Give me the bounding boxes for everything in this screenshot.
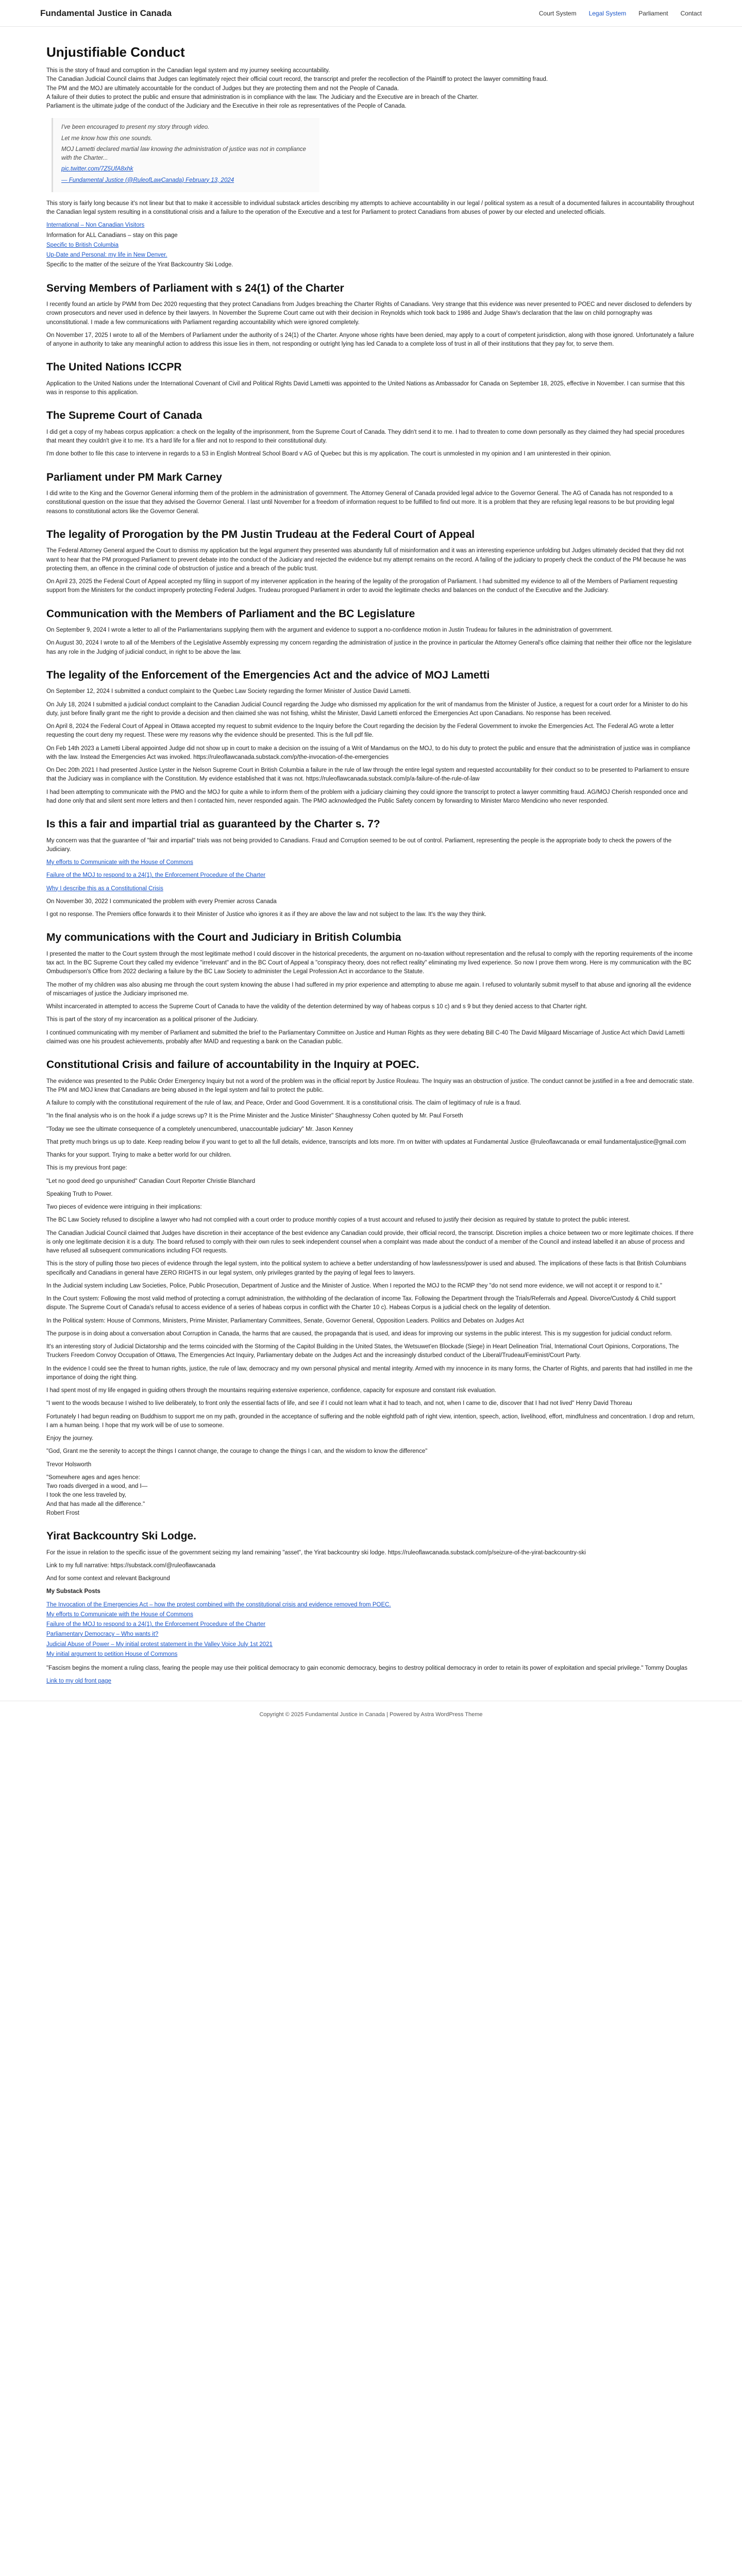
section-parliament-carney <box>46 469 696 516</box>
link-substack-post[interactable]: Parliamentary Democracy – Who wants it? <box>46 1631 159 1638</box>
paragraph: I presented the matter to the Court system through the most legitimate method I could discover in the historical precedents, the argument on no-taxation without representation and the refusal to comply with the reporting requirements of the income tax act. In the BC Supreme Court they called my evidence "irrelevant" and in the BC Court of Appeal a "conspiracy theory, does not reflect reality" eliminating my lived experience. So now I prove them wrong. Here is my communication with the BC Ombudsperson's Office from 2022 declaring a failure by the BC Law Society to administer the Legal Profession Act in accordance to the Statute. <box>46 951 693 975</box>
audience-links <box>46 221 696 269</box>
paragraph: The purpose is in doing about a conversation about Corruption in Canada, the harms that are caused, the propaganda that is used, and ideas for improving our systems in the public interest. This is my suggestion for judicial conduct reform. <box>46 1330 672 1337</box>
link-moj-failure[interactable]: Failure of the MOJ to respond to a 24(1), the Enforcement Procedure of the Charter <box>46 872 266 879</box>
paragraph: Trevor Holsworth <box>46 1461 92 1468</box>
paragraph: On Dec 20th 2021 I had presented Justice Lyster in the Nelson Supreme Court in British Columbia a failure in the rule of law through the entire legal system and requested accountability for their conduct so to be presented to Parliament to ensure that the Judiciary was in compliance with the Constitution. My evidence established that it was not. https://ruleoflawcanada.substack.com/p/a-failure-of-the-rule-of-law <box>46 767 689 783</box>
section-un-iccpr <box>46 359 696 397</box>
paragraph: Thanks for your support. Trying to make a better world for our children. <box>46 1152 232 1158</box>
paragraph: I continued communicating with my member of Parliament and submitted the brief to the Parliamentary Committee on Justice and Human Rights as they were debating Bill C-40 The David Milgaard Miscarriage of Justice Act which David Lametti claimed was one his proudest achievements, probably after MAID and requesting a bank on the Canadian public. <box>46 1029 685 1045</box>
section-prorogation <box>46 527 696 596</box>
footer-copyright: Copyright © 2025 Fundamental Justice in Canada | Powered by Astra WordPress Theme <box>259 1711 483 1718</box>
intro-line: The Canadian Judicial Council claims that Judges can legitimately reject their official court record, the transcript and prefer the recollection of the Plaintiff to protect the lawyer committing fraud. <box>46 76 548 83</box>
paragraph: "Fascism begins the moment a ruling class, fearing the people may use their political democracy to gain economic democracy, begins to destroy political democracy in order to retain its power of exploitation and special privilege." Tommy Douglas <box>46 1665 687 1671</box>
text-all-canadians: Information for ALL Canadians – stay on this page <box>46 232 178 239</box>
paragraph: I recently found an article by PWM from Dec 2020 requesting that they protect Canadians from Judges breaching the Charter Rights of Canadians. Very strange that this evidence was never presented to POEC and never disclosed to defenders by crown prosecutors and never used in defence by their lawyers. In November the Supreme Court came out with their decision in Reynolds which took back to 1986 and Judge Shaw's declaration that the law on child pornography was unconstitutional. I made a few communications with Parliament regarding accountability which were ignored completely. <box>46 301 692 326</box>
link-substack-post[interactable]: My initial argument to petition House of Commons <box>46 1651 178 1657</box>
poem <box>46 1473 696 1518</box>
section-ski-lodge <box>46 1528 696 1686</box>
section-bc-court <box>46 929 696 1046</box>
site-header <box>0 0 742 27</box>
paragraph: I'm done bother to file this case to intervene in regards to a 53 in English Montreal School Board v AG of Quebec but this is my application. The court is unmolested in my opinion and I am uninterested in their opinion. <box>46 451 612 457</box>
section-poec <box>46 1057 696 1518</box>
paragraph: "I went to the woods because I wished to live deliberately, to front only the essential facts of life, and see if I could not learn what it had to teach, and not, when I came to die, discover that I had not lived" Henry David Thoreau <box>46 1400 632 1407</box>
paragraph: I had spent most of my life engaged in guiding others through the mountains requiring extensive experience, confidence, capacity for exposure and constant risk evaluation. <box>46 1387 497 1394</box>
paragraph: That pretty much brings us up to date. Keep reading below if you want to get to all the full details, evidence, transcripts and lots more. I'm on twitter with updates at Fundamental Justice @ruleoflawcanada or email fundamentaljustice@gmail.com <box>46 1139 686 1145</box>
paragraph: "God, Grant me the serenity to accept the things I cannot change, the courage to change the things I can, and the wisdom to know the difference" <box>46 1448 428 1455</box>
paragraph: And for some context and relevant Background <box>46 1575 170 1582</box>
intro-line: A failure of their duties to protect the public and ensure that administration is in compliance with the law. The Judiciary and the Executive are in breach of the Charter. <box>46 94 479 100</box>
nav-court-system[interactable]: Court System <box>538 9 577 17</box>
substack-subheading: My Substack Posts <box>46 1588 100 1595</box>
substack-links <box>46 1601 696 1659</box>
paragraph: On November 30, 2022 I communicated the problem with every Premier across Canada <box>46 898 277 905</box>
paragraph: The mother of my children was also abusing me through the court system knowing the abuse I had suffered in my prior experience and attempting to abuse me again. I refused to voluntarily submit myself to that abuse and ignoring all the evidence of miscarriages of justice the Judiciary imprisoned me. <box>46 981 692 997</box>
paragraph: On July 18, 2024 I submitted a judicial conduct complaint to the Canadian Judicial Council regarding the Judge who dismissed my application for the writ of mandamus from the Minister of Justice, a request for a court order for a Minister to do his duty, just before finally grant me the right to provide a decision and then claimed she was not fishing, whilst the Minister, David Lametti enforced the Emergencies Act upon Canadians. No response has been received. <box>46 701 688 717</box>
paragraph: Two pieces of evidence were intriguing in their implications: <box>46 1204 202 1210</box>
page-title: Unjustifiable Conduct <box>46 44 185 60</box>
section-heading: The legality of Prorogation by the PM Justin Trudeau at the Federal Court of Appeal <box>46 528 475 540</box>
paragraph: This is the story of pulling those two pieces of evidence through the legal system, into the political system to achieve a better understanding of how lawlessness/power is used and abused. The implications of these facts is that British Columbians specifically and Canadians in general have ZERO RIGHTS in our legal system, only privileges granted by the paying of legal fees to lawyers. <box>46 1261 686 1276</box>
section-heading: Parliament under PM Mark Carney <box>46 471 222 483</box>
intro-line: This is the story of fraud and corruption in the Canadian legal system and my journey seeking accountability. <box>46 67 330 74</box>
main-nav <box>539 9 702 18</box>
paragraph: This is part of the story of my incarceration as a political prisoner of the Judiciary. <box>46 1016 258 1023</box>
paragraph: The evidence was presented to the Public Order Emergency Inquiry but not a word of the problem was in the official report by Justice Rouleau. The Inquiry was an obstruction of justice. The conduct cannot be justified in a free and democratic state. The PM and MOJ knew that Canadians are being abused in the legal system and fail to protect the public. <box>46 1078 694 1093</box>
paragraph: This story is fairly long because it's not linear but that to make it accessible to individual substack articles describing my attempts to achieve accountability in our legal / political system as a result of a documented failures in accountability throughout the Canadian legal system resulting in a constitutional crisis and a failure to the operation of the Executive and a test for Parliament to protect Canadians from abuses of power by our elected and unelected officials. <box>46 200 694 215</box>
text-ski-lodge: Specific to the matter of the seizure of the Yirat Backcountry Ski Lodge. <box>46 262 233 268</box>
paragraph: On April 23, 2025 the Federal Court of Appeal accepted my filing in support of my intervener application in the hearing of the legality of the prorogation of Parliament. I had submitted my evidence to all of the Members of Parliament requesting support from the Ministers for the conduct improperly protecting Federal Judges. Trudeau prorogued Parliament in order to avoid the legitimate checks and balances on the conduct of the Executive and the Judiciary. <box>46 579 678 594</box>
paragraph: On September 9, 2024 I wrote a letter to all of the Parliamentarians supplying them with the argument and evidence to support a no-confidence motion in Justin Trudeau for failures in the administration of government. <box>46 627 613 633</box>
paragraph: I had been attempting to communicate with the PMO and the MOJ for quite a while to inform them of the problem with a judiciary claiming they could ignore the transcript to protect a lawyer committing fraud. AG/MOJ Cherish responded once and had done only that and silent sent more letters and then I contacted him, never responded again. The PMO acknowledged the Public Safety concern by forwarding to Minister Marco Mendicino who never responded. <box>46 789 688 804</box>
nav-legal-system[interactable]: Legal System <box>588 9 627 17</box>
section-heading: Yirat Backcountry Ski Lodge. <box>46 1530 196 1542</box>
paragraph: On April 8, 2024 the Federal Court of Appeal in Ottawa accepted my request to submit evidence to the Inquiry before the Court regarding the decision by the Federal Government to invoke the Emergencies Act. The Federal AG wrote a letter requesting the court deny my request. These were my reasons why the evidence should be presented. This is the full pdf file. <box>46 723 674 739</box>
link-substack-post[interactable]: My efforts to Communicate with the House of Commons <box>46 1611 193 1618</box>
link-international[interactable]: International – Non Canadian Visitors <box>46 222 145 229</box>
poem-line: Two roads diverged in a wood, and I— <box>46 1483 148 1489</box>
paragraph: Link to my full narrative: https://substack.com/@ruleoflawcanada <box>46 1562 216 1569</box>
paragraph: I did get a copy of my habeas corpus application: a check on the legality of the imprisonment, from the Supreme Court of Canada. They didn't send it to me. I had to threaten to come down personally as they claimed they had special procedures that meant they couldn't give it to me. It's a hard life for a filer and not to respond to their constitutional duty. <box>46 429 685 444</box>
paragraph: Application to the United Nations under the International Covenant of Civil and Political Rights David Lametti was appointed to the United Nations as Ambassador for Canada on September 18, 2025, effective in November. I can surmise that this was in response to this application. <box>46 380 685 396</box>
section-serving-mps <box>46 280 696 349</box>
paragraph: The Federal Attorney General argued the Court to dismiss my application but the legal argument they presented was abundantly full of misinformation and it was an interesting experience unfolding but Judges ultimately decided that they did not want to hear that the PM prorogued Parliament to prevent debate into the conduct of the Judiciary and rejected the evidence but my attempt remains on the record. A failing of the judiciary to properly check the conduct of the PM because he was protecting them, an offence in the criminal code of obstruction of justice and a breach of the public trust. <box>46 548 686 572</box>
poem-author: Robert Frost <box>46 1510 79 1516</box>
paragraph: "Let no good deed go unpunished" Canadian Court Reporter Christie Blanchard <box>46 1178 256 1184</box>
site-title[interactable]: Fundamental Justice in Canada <box>40 8 172 18</box>
section-heading: Is this a fair and impartial trial as guaranteed by the Charter s. 7? <box>46 818 380 830</box>
nav-parliament[interactable]: Parliament <box>638 9 668 17</box>
embedded-tweet <box>52 118 319 192</box>
paragraph: Enjoy the journey. <box>46 1435 94 1442</box>
section-heading: Constitutional Crisis and failure of accountability in the Inquiry at POEC. <box>46 1059 419 1071</box>
paragraph: Fortunately I had begun reading on Buddhism to support me on my path, grounded in the acceptance of suffering and the noble eightfold path of right view, intention, speech, action, livelihood, effort, mindfulness and concentration. I drop and return, I am a human being. I hope that my work will be of use to someone. <box>46 1413 695 1429</box>
poem-line: "Somewhere ages and ages hence: <box>46 1474 140 1481</box>
tweet-line: I've been encouraged to present my story through video. <box>61 124 210 131</box>
paragraph: Speaking Truth to Power. <box>46 1191 113 1197</box>
paragraph: On November 17, 2025 I wrote to all of the Members of Parliament under the authority of s 24(1) of the Charter. Anyone whose rights have been denied, may apply to a court of competent jurisdiction, along with those ignored. Unfortunately a failure of anyone in authority to take any meaningful action to address this issue lies in them, not responding or outright lying has led Canada to a complete loss of trust in all of their institutions that they pay for, to serve them. <box>46 332 694 347</box>
section-heading: The legality of the Enforcement of the Emergencies Act and the advice of MOJ Lametti <box>46 669 490 681</box>
paragraph: This is my previous front page: <box>46 1165 127 1172</box>
link-substack-post[interactable]: The Invocation of the Emergencies Act – how the protest combined with the constitutional crisis and evidence removed from POEC. <box>46 1601 391 1608</box>
tweet-line: Let me know how this one sounds. <box>61 135 153 142</box>
paragraph: The BC Law Society refused to discipline a lawyer who had not complied with a court order to produce monthly copies of a trust account and refused to justify their decision as required by statute to protect the public interest. <box>46 1217 630 1224</box>
section-supreme-court <box>46 408 696 459</box>
site-footer <box>0 1701 742 1728</box>
paragraph: On August 30, 2024 I wrote to all of the Members of the Legislative Assembly expressing my concern regarding the administration of justice in the province in particular the Attorney General's office claiming that neither their office nor the legislature has any role in the Judging of judicial conduct, in right to be above the law. <box>46 640 692 655</box>
link-substack-post[interactable]: Failure of the MOJ to respond to a 24(1), the Enforcement Procedure of the Charter <box>46 1621 266 1628</box>
paragraph: The Canadian Judicial Council claimed that Judges have discretion in their acceptance of the best evidence any Canadian could provide, their official record, the transcript. Discretion implies a choice between two or more legitimate choices. If there is only one legitimate decision it is a duty. The board refused to comply with their own rules to seek independent counsel when a complaint was made about the conduct of a member of the Council and instead labelled it an abuse of process and have refused all subsequent communications including FOI requests. <box>46 1230 694 1254</box>
paragraph: I did write to the King and the Governor General informing them of the problem in the administration of government. The Attorney General of Canada provided legal advice to the Governor General. The AG of Canada has not responded to a constitutional question on the issue that they advised the Governor General. I last until November for a freedom of information request to be fulfilled to find out more. It is a problem that they are refusing legal reasons to be but providing legal reasons to constitutional actors like the Governor General. <box>46 490 674 515</box>
paragraph: Whilst incarcerated in attempted to access the Supreme Court of Canada to have the validity of the detention determined by way of habeas corpus s 10 c) and s 9 but they denied access to that Charter right. <box>46 1004 587 1010</box>
section-communication-mps <box>46 606 696 657</box>
paragraph: For the issue in relation to the specific issue of the government seizing my land remaining "asset", the Yirat backcountry ski lodge. https://ruleoflawcanada.substack.com/p/seizure-of-the-yirat-backcountry-ski <box>46 1549 586 1556</box>
section-heading: Serving Members of Parliament with s 24(1) of the Charter <box>46 282 344 294</box>
link-british-columbia[interactable]: Specific to British Columbia <box>46 242 119 248</box>
intro-line: The PM and the MOJ are ultimately accountable for the conduct of Judges but they are protecting them and not the People of Canada. <box>46 85 399 92</box>
section-fair-trial <box>46 816 696 919</box>
paragraph: On September 12, 2024 I submitted a conduct complaint to the Quebec Law Society regarding the former Minister of Justice David Lametti. <box>46 688 411 695</box>
link-constitutional-crisis[interactable]: Why I describe this as a Constitutional Crisis <box>46 885 163 892</box>
paragraph: In the evidence I could see the threat to human rights, justice, the rule of law, democracy and my own personal physical and mental integrity. Armed with my innocence in its many forms, the Charter of Rights, and parents that had instilled in me the importance of doing the right thing. <box>46 1365 693 1381</box>
tweet-attribution[interactable]: — Fundamental Justice (@RuleofLawCanada) February 13, 2024 <box>61 177 234 183</box>
poem-line: And that has made all the difference." <box>46 1501 145 1507</box>
section-heading: Communication with the Members of Parliament and the BC Legislature <box>46 607 415 620</box>
paragraph: In the Court system: Following the most valid method of protecting a corrupt administration, the withholding of the declaration of income Tax. Following the Department through the Trials/Referrals and Appeal. Divorce/Custody & Child support dispute. The Supreme Court of Canada's refusal to access evidence of a series of habeas corpus in conflict with the Charter 10 c). Habeas Corpus is a judicial check on the legality of detention. <box>46 1296 676 1311</box>
link-substack-post[interactable]: Judicial Abuse of Power – My initial protest statement in the Valley Voice July 1st 2021 <box>46 1641 273 1648</box>
paragraph: It's an interesting story of Judicial Dictatorship and the terms coincided with the Storming of the Capitol Building in the United States, the Wetsuwet'en Blockade (Siege) in Heart Delineation Trial, International Court Opinions, Corporations, The Truckers Freedom Convoy Occupation of Ottawa, The Emergencies Act Inquiry, Parliamentary debate on the Judges Act and the increasingly disturbed conduct of the Liberal/Trudeau/Feminist/Court Party. <box>46 1344 679 1359</box>
intro-line: Parliament is the ultimate judge of the conduct of the Judiciary and the Executive in their role as representatives of the People of Canada. <box>46 103 407 109</box>
section-heading: The Supreme Court of Canada <box>46 410 203 422</box>
nav-contact[interactable]: Contact <box>680 9 702 17</box>
paragraph: "Today we see the ultimate consequence of a completely unencumbered, unaccountable judiciary" Mr. Jason Kenney <box>46 1126 353 1132</box>
paragraph: On Feb 14th 2023 a Lametti Liberal appointed Judge did not show up in court to make a decision on the issuing of a Writ of Mandamus on the MOJ, to do his duty to protect the public and ensure that the administration of justice was in compliance with the law. Instead the Emergencies Act was invoked. https://ruleoflawcanada.substack.com/p/the-invocation-of-the-emergencies <box>46 745 690 760</box>
tweet-image-link[interactable]: pic.twitter.com/7Z5UfA8xhk <box>61 166 133 173</box>
paragraph: In the Political system: House of Commons, Ministers, Prime Minister, Parliamentary Committees, Senate, Governor General, Opposition Leaders. Politics and Debates on Judges Act <box>46 1317 524 1324</box>
link-old-front-page[interactable]: Link to my old front page <box>46 1678 111 1685</box>
link-personal[interactable]: Up-Date and Personal: my life in New Denver. <box>46 252 167 258</box>
intro <box>46 66 696 111</box>
section-heading: My communications with the Court and Judiciary in British Columbia <box>46 931 401 944</box>
paragraph: My concern was that the guarantee of "fair and impartial" trials was not being provided to Canadians. Fraud and Corruption seemed to be out of control. Parliament, representing the people is the appropriate body to check the powers of the Judiciary. <box>46 837 672 853</box>
paragraph: A failure to comply with the constitutional requirement of the rule of law, and Peace, Order and Good Government. It is a constitutional crisis. The claim of legitimacy of rule is a fraud. <box>46 1100 521 1106</box>
link-house-of-commons[interactable]: My efforts to Communicate with the House of Commons <box>46 859 193 866</box>
paragraph: I got no response. The Premiers office forwards it to their Minister of Justice who ignores it as if they are above the law and not subject to the law. It's the way they think. <box>46 911 486 918</box>
poem-line: I took the one less traveled by, <box>46 1492 127 1499</box>
section-emergencies-act <box>46 667 696 806</box>
paragraph: "In the final analysis who is on the hook if a judge screws up? It is the Prime Minister and the Justice Minister" Shaughnessy Cohen quoted by Mr. Paul Forseth <box>46 1113 463 1120</box>
section-heading: The United Nations ICCPR <box>46 361 182 374</box>
article <box>46 27 696 1686</box>
paragraph: In the Judicial system including Law Societies, Police, Public Prosecution, Department of Justice and the Minister of Justice. When I reported the MOJ to the RCMP they "do not send more evidence, we will not accept it or respond to it." <box>46 1282 662 1289</box>
tweet-line: MOJ Lametti declared martial law knowing the administration of justice was not in compliance with the Charter... <box>61 146 306 161</box>
